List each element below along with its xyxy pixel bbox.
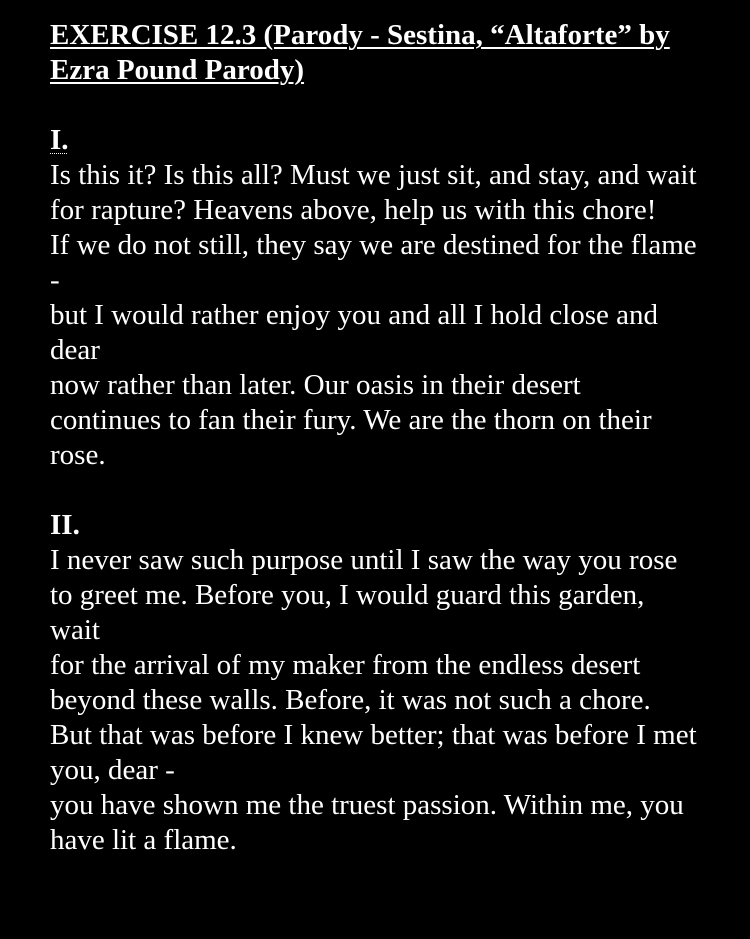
poem-line: to greet me. Before you, I would guard this garden, wait	[50, 579, 645, 646]
poem-line: but I would rather enjoy you and all I hold close and dear	[50, 299, 659, 366]
poem-line: But that was before I knew better; that was before I met you, dear -	[50, 719, 697, 786]
poem-line: I never saw such purpose until I saw the way you rose	[50, 544, 678, 576]
stanza-1	[50, 123, 700, 473]
stanza-2	[50, 508, 700, 858]
spacer	[50, 473, 700, 508]
poem-line: Is this it? Is this all? Must we just sit, and stay, and wait	[50, 159, 697, 191]
poem-line: beyond these walls. Before, it was not such a chore.	[50, 684, 651, 716]
spacer	[50, 88, 700, 123]
poem-line: now rather than later. Our oasis in their desert	[50, 369, 581, 401]
poem-line: for the arrival of my maker from the endless desert	[50, 649, 641, 681]
exercise-title: EXERCISE 12.3 (Parody - Sestina, “Altaforte” by Ezra Pound Parody)	[50, 19, 670, 86]
poem-line: you have shown me the truest passion. Within me, you have lit a flame.	[50, 789, 684, 856]
poem-line: If we do not still, they say we are destined for the flame -	[50, 229, 697, 296]
stanza-heading: I.	[50, 124, 69, 156]
poem-line: continues to fan their fury. We are the thorn on their rose.	[50, 404, 652, 471]
poem-line: for rapture? Heavens above, help us with this chore!	[50, 194, 657, 226]
poem-document	[50, 18, 700, 858]
stanza-heading: II.	[50, 509, 80, 541]
